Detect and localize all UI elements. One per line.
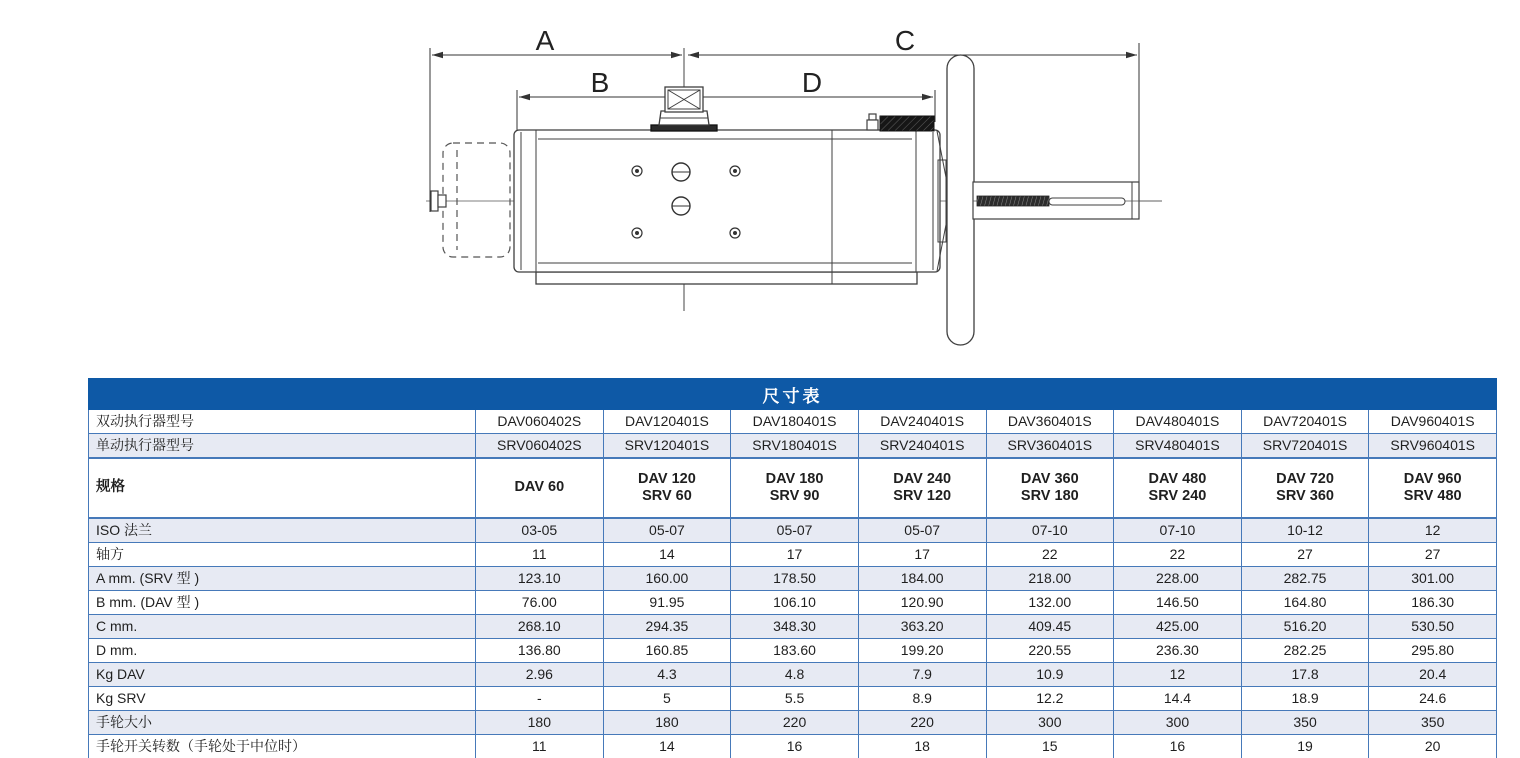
value-cell: 05-07	[858, 518, 986, 543]
top-position-indicator	[651, 87, 717, 131]
value-cell: 07-10	[1114, 518, 1242, 543]
value-cell: 300	[986, 711, 1114, 735]
value-cell: DAV960401S	[1369, 410, 1497, 434]
value-cell: DAV 180 SRV 90	[731, 458, 859, 518]
left-end-fitting	[431, 191, 446, 211]
table-row	[89, 639, 1497, 663]
value-cell: 5	[603, 687, 731, 711]
value-cell: SRV360401S	[986, 434, 1114, 459]
value-cell: 106.10	[731, 591, 859, 615]
value-cell: 294.35	[603, 615, 731, 639]
row-label: A mm. (SRV 型 )	[89, 567, 476, 591]
value-cell: 16	[1114, 735, 1242, 758]
value-cell: DAV 60	[476, 458, 604, 518]
value-cell: 17	[858, 543, 986, 567]
value-cell: 363.20	[858, 615, 986, 639]
value-cell: 4.8	[731, 663, 859, 687]
value-cell: 17	[731, 543, 859, 567]
value-cell: 11	[476, 735, 604, 758]
value-cell: 146.50	[1114, 591, 1242, 615]
value-cell: 03-05	[476, 518, 604, 543]
value-cell: 12	[1369, 518, 1497, 543]
value-cell: 14	[603, 543, 731, 567]
value-cell: 5.5	[731, 687, 859, 711]
value-cell: DAV060402S	[476, 410, 604, 434]
value-cell: 10.9	[986, 663, 1114, 687]
value-cell: SRV480401S	[1114, 434, 1242, 459]
value-cell: 350	[1241, 711, 1369, 735]
value-cell: 20	[1369, 735, 1497, 758]
value-cell: 228.00	[1114, 567, 1242, 591]
value-cell: 19	[1241, 735, 1369, 758]
value-cell: 199.20	[858, 639, 986, 663]
value-cell: 14.4	[1114, 687, 1242, 711]
actuator-technical-drawing	[0, 0, 1520, 370]
value-cell: 7.9	[858, 663, 986, 687]
value-cell: 76.00	[476, 591, 604, 615]
value-cell: 220.55	[986, 639, 1114, 663]
dimension-table-body	[89, 410, 1497, 758]
value-cell: 15	[986, 735, 1114, 758]
value-cell: 22	[1114, 543, 1242, 567]
value-cell: DAV 120 SRV 60	[603, 458, 731, 518]
value-cell: 180	[476, 711, 604, 735]
value-cell: 136.80	[476, 639, 604, 663]
table-row	[89, 567, 1497, 591]
value-cell: 160.00	[603, 567, 731, 591]
value-cell: SRV720401S	[1241, 434, 1369, 459]
value-cell: 22	[986, 543, 1114, 567]
row-label: 轴方	[89, 543, 476, 567]
dim-label-b: B	[590, 67, 610, 98]
value-cell: 184.00	[858, 567, 986, 591]
value-cell: SRV180401S	[731, 434, 859, 459]
table-row	[89, 410, 1497, 434]
value-cell: 24.6	[1369, 687, 1497, 711]
value-cell: DAV240401S	[858, 410, 986, 434]
table-row	[89, 458, 1497, 518]
value-cell: 348.30	[731, 615, 859, 639]
value-cell: 18	[858, 735, 986, 758]
row-label: 规格	[89, 458, 476, 518]
value-cell: 220	[731, 711, 859, 735]
table-row	[89, 663, 1497, 687]
value-cell: DAV720401S	[1241, 410, 1369, 434]
value-cell: 132.00	[986, 591, 1114, 615]
value-cell: 16	[731, 735, 859, 758]
value-cell: 180	[603, 711, 731, 735]
value-cell: 120.90	[858, 591, 986, 615]
value-cell: DAV 720 SRV 360	[1241, 458, 1369, 518]
row-label: C mm.	[89, 615, 476, 639]
spring-module-dashed-outline	[443, 143, 510, 257]
value-cell: DAV 480 SRV 240	[1114, 458, 1242, 518]
row-label: B mm. (DAV 型 )	[89, 591, 476, 615]
value-cell: 12.2	[986, 687, 1114, 711]
dim-label-c: C	[894, 25, 916, 56]
table-row	[89, 615, 1497, 639]
value-cell: 27	[1241, 543, 1369, 567]
value-cell: 18.9	[1241, 687, 1369, 711]
table-row	[89, 543, 1497, 567]
table-row	[89, 735, 1497, 758]
declutch-block	[867, 114, 934, 131]
dim-label-d: D	[801, 67, 823, 98]
value-cell: 282.75	[1241, 567, 1369, 591]
value-cell: 183.60	[731, 639, 859, 663]
value-cell: DAV 360 SRV 180	[986, 458, 1114, 518]
value-cell: 186.30	[1369, 591, 1497, 615]
dimension-table	[88, 378, 1497, 758]
table-row	[89, 518, 1497, 543]
value-cell: 91.95	[603, 591, 731, 615]
row-label: D mm.	[89, 639, 476, 663]
value-cell: 10-12	[1241, 518, 1369, 543]
value-cell: DAV 240 SRV 120	[858, 458, 986, 518]
value-cell: 178.50	[731, 567, 859, 591]
value-cell: 27	[1369, 543, 1497, 567]
row-label: 手轮开关转数（手轮处于中位时）	[89, 735, 476, 758]
value-cell: SRV060402S	[476, 434, 604, 459]
value-cell: DAV480401S	[1114, 410, 1242, 434]
table-row	[89, 434, 1497, 459]
value-cell: 300	[1114, 711, 1242, 735]
row-label: Kg DAV	[89, 663, 476, 687]
value-cell: 05-07	[731, 518, 859, 543]
dim-label-a: A	[535, 25, 555, 56]
table-row	[89, 591, 1497, 615]
row-label: 手轮大小	[89, 711, 476, 735]
value-cell: 4.3	[603, 663, 731, 687]
value-cell: 160.85	[603, 639, 731, 663]
handwheel	[947, 55, 974, 345]
row-label: Kg SRV	[89, 687, 476, 711]
table-title: 尺寸表	[89, 379, 1497, 410]
value-cell: 409.45	[986, 615, 1114, 639]
value-cell: 12	[1114, 663, 1242, 687]
value-cell: 268.10	[476, 615, 604, 639]
value-cell: 8.9	[858, 687, 986, 711]
table-row	[89, 711, 1497, 735]
value-cell: DAV120401S	[603, 410, 731, 434]
value-cell: 07-10	[986, 518, 1114, 543]
value-cell: DAV180401S	[731, 410, 859, 434]
value-cell: 218.00	[986, 567, 1114, 591]
row-label: ISO 法兰	[89, 518, 476, 543]
value-cell: 301.00	[1369, 567, 1497, 591]
value-cell: 516.20	[1241, 615, 1369, 639]
value-cell: SRV120401S	[603, 434, 731, 459]
value-cell: 282.25	[1241, 639, 1369, 663]
value-cell: SRV240401S	[858, 434, 986, 459]
actuator-body	[514, 130, 940, 284]
value-cell: 295.80	[1369, 639, 1497, 663]
value-cell: DAV 960 SRV 480	[1369, 458, 1497, 518]
value-cell: 123.10	[476, 567, 604, 591]
row-label: 双动执行器型号	[89, 410, 476, 434]
value-cell: 14	[603, 735, 731, 758]
value-cell: 2.96	[476, 663, 604, 687]
value-cell: 20.4	[1369, 663, 1497, 687]
value-cell: 350	[1369, 711, 1497, 735]
value-cell: SRV960401S	[1369, 434, 1497, 459]
table-row	[89, 687, 1497, 711]
value-cell: 220	[858, 711, 986, 735]
value-cell: 05-07	[603, 518, 731, 543]
value-cell: 236.30	[1114, 639, 1242, 663]
value-cell: -	[476, 687, 604, 711]
value-cell: 530.50	[1369, 615, 1497, 639]
value-cell: 425.00	[1114, 615, 1242, 639]
row-label: 单动执行器型号	[89, 434, 476, 459]
value-cell: 17.8	[1241, 663, 1369, 687]
value-cell: 11	[476, 543, 604, 567]
value-cell: 164.80	[1241, 591, 1369, 615]
value-cell: DAV360401S	[986, 410, 1114, 434]
